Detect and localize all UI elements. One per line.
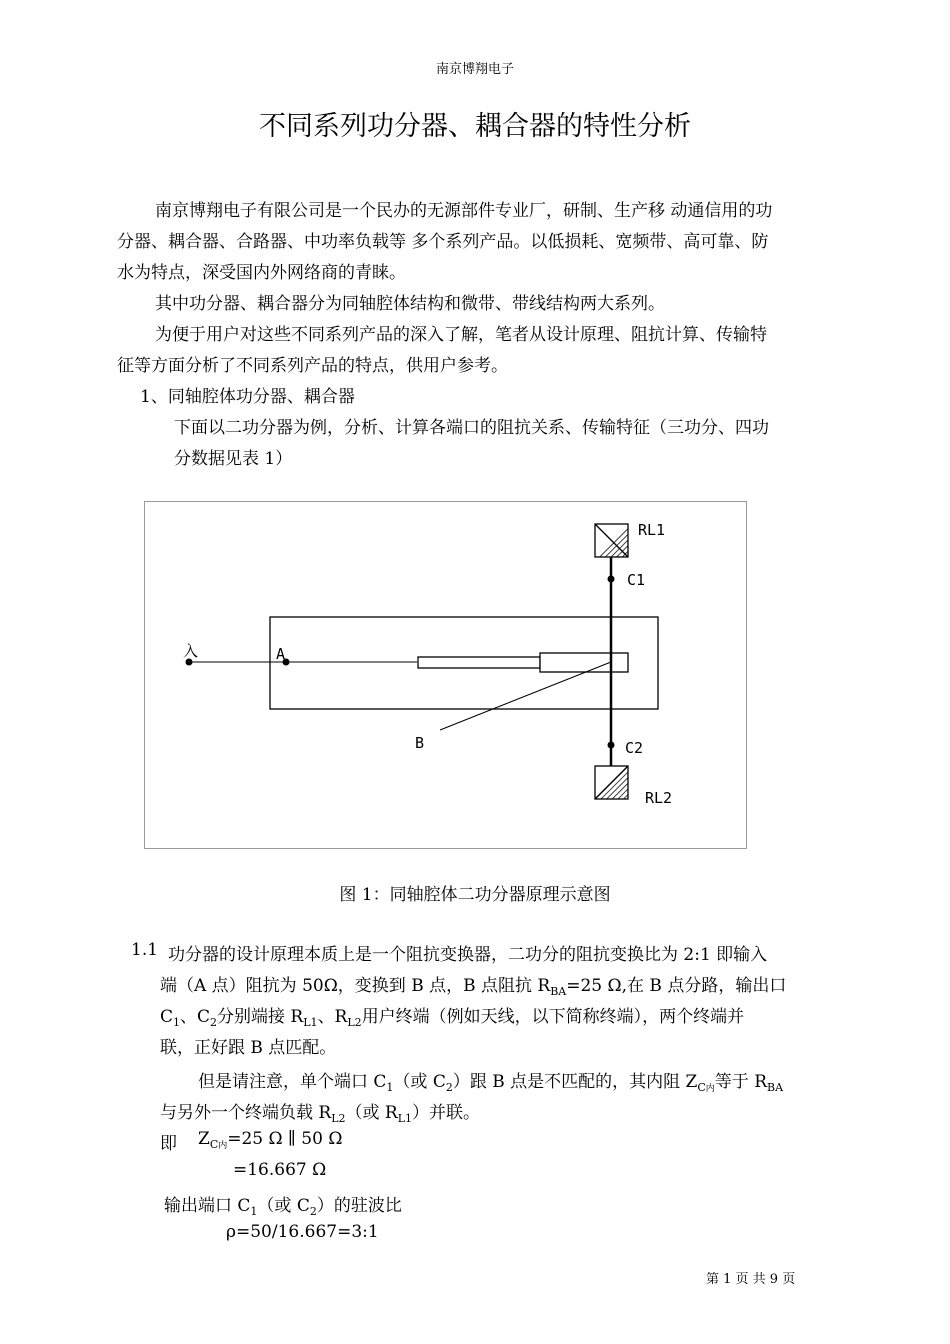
section-1-text-line-2: 分数据见表 1） — [174, 449, 293, 469]
label-input: 入 — [183, 642, 199, 660]
section-1-1-line-6: 与另外一个终端负载 $R_{L2}$（或 $R_{L1}$）并联。 — [160, 1103, 481, 1125]
inner-conductor-section-1 — [418, 657, 540, 668]
section-1-text-line-1: 下面以二功分器为例，分析、计算各端口的阻抗关系、传输特征（三功分、四功 — [174, 418, 769, 438]
load-rl2-icon — [595, 766, 628, 799]
intro-paragraph-3-line-1: 为便于用户对这些不同系列产品的深入了解，笔者从设计原理、阻抗计算、传输特 — [155, 325, 767, 345]
diagram-svg — [145, 502, 746, 848]
c2-dot — [608, 742, 615, 749]
equation-1: $Z_{C内}=25$ Ω ∥ 50 Ω — [198, 1129, 343, 1151]
section-1-1-line-7: 输出端口 $C_1$（或 $C_2$）的驻波比 — [164, 1196, 402, 1218]
load-rl1-icon — [595, 524, 628, 557]
section-1-1-number: 1.1 — [131, 940, 159, 960]
section-1-1-line-4: 联，正好跟 B 点匹配。 — [160, 1038, 337, 1058]
page-title: 不同系列功分器、耦合器的特性分析 — [259, 111, 691, 142]
intro-paragraph-1-line-1: 南京博翔电子有限公司是一个民办的无源部件专业厂，研制、生产移 动通信用的功 — [155, 201, 773, 221]
section-1-1-line-3: $C_1$、$C_2$分别端接 $R_{L1}$、$R_{L2}$用户终端（例如天线，以下简称终端），两个终端并 — [160, 1007, 745, 1029]
intro-paragraph-1-line-2: 分器、耦合器、合路器、中功率负载等 多个系列产品。以低损耗、宽频带、高可靠、防 — [117, 232, 769, 252]
label-c2: C2 — [625, 739, 644, 757]
power-divider-diagram — [144, 501, 747, 849]
section-1-1-line-5: 但是请注意，单个端口 $C_1$（或 $C_2$）跟 B 点是不匹配的，其内阻 $Z_{C内}$等于 $R_{BA}$ — [198, 1072, 784, 1094]
label-a: A — [276, 645, 286, 663]
figure-caption: 图 1：同轴腔体二功分器原理示意图 — [339, 885, 611, 905]
intro-paragraph-3-line-2: 征等方面分析了不同系列产品的特点，供用户参考。 — [117, 356, 508, 376]
section-1-heading: 1、同轴腔体功分器、耦合器 — [140, 387, 355, 407]
intro-paragraph-2: 其中功分器、耦合器分为同轴腔体结构和微带、带线结构两大系列。 — [155, 294, 665, 314]
label-b: B — [415, 734, 425, 752]
point-b-pointer — [440, 662, 611, 730]
page-header: 南京博翔电子 — [435, 62, 514, 77]
intro-paragraph-1-line-3: 水为特点，深受国内外网络商的青睐。 — [117, 263, 406, 283]
equation-2: =16.667 Ω — [233, 1160, 327, 1180]
section-1-1-line-1: 功分器的设计原理本质上是一个阻抗变换器，二功分的阻抗变换比为 2:1 即输入 — [168, 945, 768, 965]
c1-dot — [608, 576, 615, 583]
inner-conductor-section-2 — [540, 653, 628, 672]
equation-label: 即 — [160, 1134, 177, 1154]
page-footer: 第 1 页 共 9 页 — [706, 1272, 796, 1287]
label-rl2: RL2 — [645, 789, 673, 807]
label-rl1: RL1 — [638, 521, 666, 539]
label-c1: C1 — [627, 571, 646, 589]
section-1-1-line-2: 端（A 点）阻抗为 50Ω，变换到 B 点，B 点阻抗 $R_{BA}=25$ Ω,在 B 点分路，输出口 — [160, 976, 787, 998]
equation-3: ρ=50/16.667=3:1 — [226, 1222, 379, 1242]
